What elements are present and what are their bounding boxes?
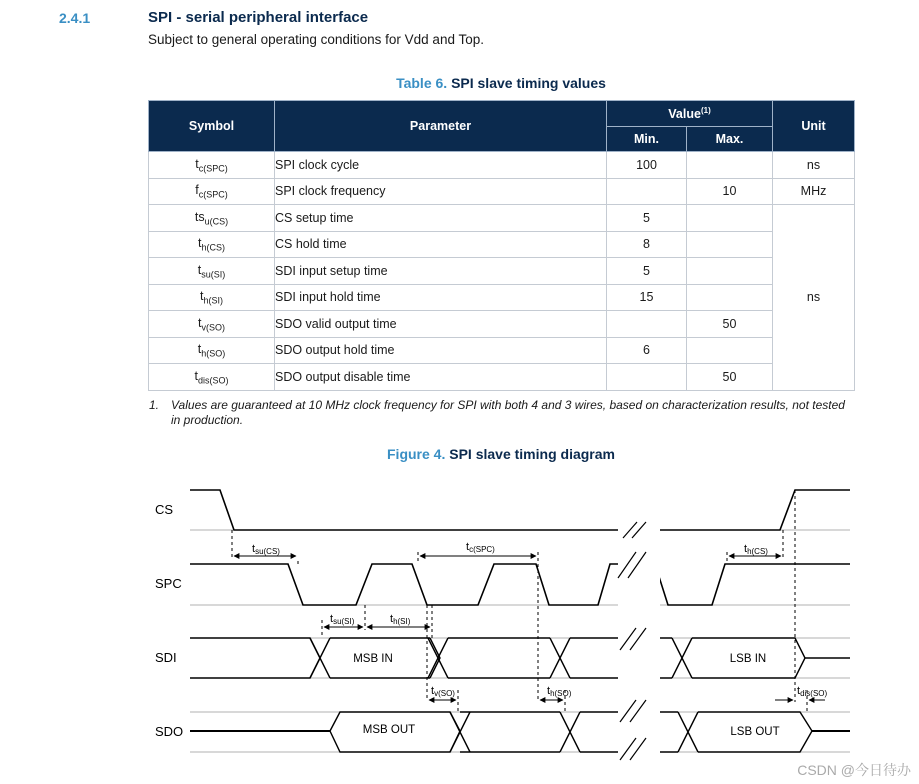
symbol-main: t (200, 289, 204, 303)
min-cell: 6 (607, 337, 687, 364)
watermark: CSDN @今日待办 (797, 762, 911, 778)
sdo-transition (450, 712, 470, 752)
min-cell: 5 (607, 258, 687, 285)
unit-cell-merged: ns (773, 205, 855, 391)
spi-timing-diagram (0, 470, 919, 770)
min-cell (607, 178, 687, 205)
section-number: 2.4.1 (59, 10, 91, 26)
max-cell: 50 (687, 311, 773, 338)
symbol-main: t (195, 156, 199, 171)
symbol-sub: v(SO) (201, 322, 225, 332)
table-row (149, 284, 855, 311)
min-cell: 8 (607, 231, 687, 258)
symbol-cell (149, 231, 275, 258)
cs-waveform (190, 490, 850, 530)
header-unit: Unit (773, 101, 855, 152)
table-row (149, 231, 855, 258)
sdo-cell (580, 712, 618, 752)
time-break (618, 515, 660, 765)
parameter-cell: SDO valid output time (275, 311, 607, 338)
section-subtitle: Subject to general operating conditions for Vdd and Top. (148, 32, 484, 47)
parameter-cell: SDI input setup time (275, 258, 607, 285)
table-caption (148, 75, 854, 91)
msb-in-label: MSB IN (353, 653, 393, 665)
th-cs-label: th(CS) (744, 543, 768, 556)
footnote-number: 1. (149, 398, 160, 412)
figure-caption-label: Figure 4. (387, 446, 446, 462)
symbol-sub: dis(SO) (197, 375, 229, 385)
symbol-main: ts (194, 209, 205, 224)
tsu-cs-label: tsu(CS) (252, 543, 280, 556)
table-row (149, 205, 855, 232)
lsb-out-label: LSB OUT (730, 726, 780, 738)
tv-so-label: tv(SO) (431, 685, 455, 698)
th-so-label: th(SO) (547, 685, 572, 698)
symbol-sub: c(SPC) (198, 163, 228, 173)
table-row (149, 364, 855, 391)
table-row (149, 258, 855, 285)
max-cell: 50 (687, 364, 773, 391)
symbol-main: t (198, 315, 202, 330)
max-cell (687, 152, 773, 179)
symbol-main: t (194, 368, 198, 383)
max-cell (687, 258, 773, 285)
symbol-sub: c(SPC) (198, 189, 228, 200)
table-footnote (149, 398, 849, 428)
th-si-label: th(SI) (390, 613, 411, 626)
parameter-cell: SPI clock frequency (275, 178, 607, 205)
symbol-cell (149, 284, 275, 311)
header-max: Max. (687, 127, 773, 152)
max-cell (687, 205, 773, 232)
spi-timing-table (148, 100, 855, 391)
footnote-text: Values are guaranteed at 10 MHz clock frequency for SPI with both 4 and 3 wires, based on characterization results, not tested in production. (171, 398, 845, 427)
section-title: SPI - serial peripheral interface (148, 9, 369, 26)
spc-waveform (190, 564, 850, 605)
symbol-sub: su(SI) (201, 269, 226, 279)
table-row (149, 337, 855, 364)
sdi-transition (428, 638, 448, 678)
min-cell: 5 (607, 205, 687, 232)
tdis-so-label: tdis(SO) (797, 685, 828, 698)
header-value-note: (1) (700, 105, 711, 115)
sdo-cell (660, 712, 678, 752)
sdi-transition (550, 638, 570, 678)
symbol-main: t (198, 236, 202, 250)
max-cell: 10 (687, 178, 773, 205)
sdo-transition (560, 712, 580, 752)
tc-spc-label: tc(SPC) (466, 541, 495, 554)
header-symbol: Symbol (149, 101, 275, 152)
cs-label: CS (155, 502, 174, 517)
max-cell (687, 284, 773, 311)
parameter-cell: SDI input hold time (275, 284, 607, 311)
header-value (607, 101, 773, 127)
sdi-transition (310, 638, 330, 678)
header-parameter: Parameter (275, 101, 607, 152)
min-cell (607, 364, 687, 391)
unit-cell: ns (773, 152, 855, 179)
symbol-sub: u(CS) (204, 216, 229, 226)
sdi-cell (660, 638, 672, 678)
sdo-transition (678, 712, 698, 752)
symbol-sub: h(CS) (201, 242, 225, 253)
min-cell: 100 (607, 152, 687, 179)
min-cell (607, 311, 687, 338)
table-row (149, 178, 855, 205)
symbol-main: t (197, 342, 202, 356)
parameter-cell: CS hold time (275, 231, 607, 258)
header-value-label: Value (668, 107, 701, 122)
symbol-cell (149, 205, 275, 232)
sdi-idle-segment (190, 638, 320, 678)
min-cell: 15 (607, 284, 687, 311)
break-gap (618, 515, 660, 765)
sdi-cell (448, 638, 550, 678)
parameter-cell: SDO output hold time (275, 337, 607, 364)
tsu-si-label: tsu(SI) (330, 613, 355, 626)
symbol-cell (149, 152, 275, 179)
symbol-cell (149, 364, 275, 391)
symbol-cell (149, 337, 275, 364)
sdi-label: SDI (155, 650, 177, 665)
msb-out-label: MSB OUT (362, 724, 416, 736)
lsb-in-label: LSB IN (729, 653, 767, 665)
symbol-main: f (195, 183, 199, 197)
symbol-cell (149, 178, 275, 205)
sdi-transition (672, 638, 692, 678)
figure-caption (148, 446, 854, 462)
parameter-cell: CS setup time (275, 205, 607, 232)
symbol-main: t (197, 262, 202, 277)
max-cell (687, 231, 773, 258)
max-cell (687, 337, 773, 364)
table-row (149, 152, 855, 179)
sdo-label: SDO (155, 724, 184, 739)
symbol-sub: h(SI) (203, 295, 223, 306)
parameter-cell: SDO output disable time (275, 364, 607, 391)
symbol-sub: h(SO) (201, 348, 226, 359)
table-row (149, 311, 855, 338)
table-caption-title: SPI slave timing values (451, 75, 606, 91)
figure-caption-title: SPI slave timing diagram (449, 446, 615, 462)
spc-label: SPC (155, 576, 182, 591)
symbol-cell (149, 311, 275, 338)
symbol-cell (149, 258, 275, 285)
sdo-cell (460, 712, 560, 752)
sdi-cell (570, 638, 618, 678)
header-min: Min. (607, 127, 687, 152)
parameter-cell: SPI clock cycle (275, 152, 607, 179)
table-caption-label: Table 6. (396, 75, 448, 91)
unit-cell: MHz (773, 178, 855, 205)
